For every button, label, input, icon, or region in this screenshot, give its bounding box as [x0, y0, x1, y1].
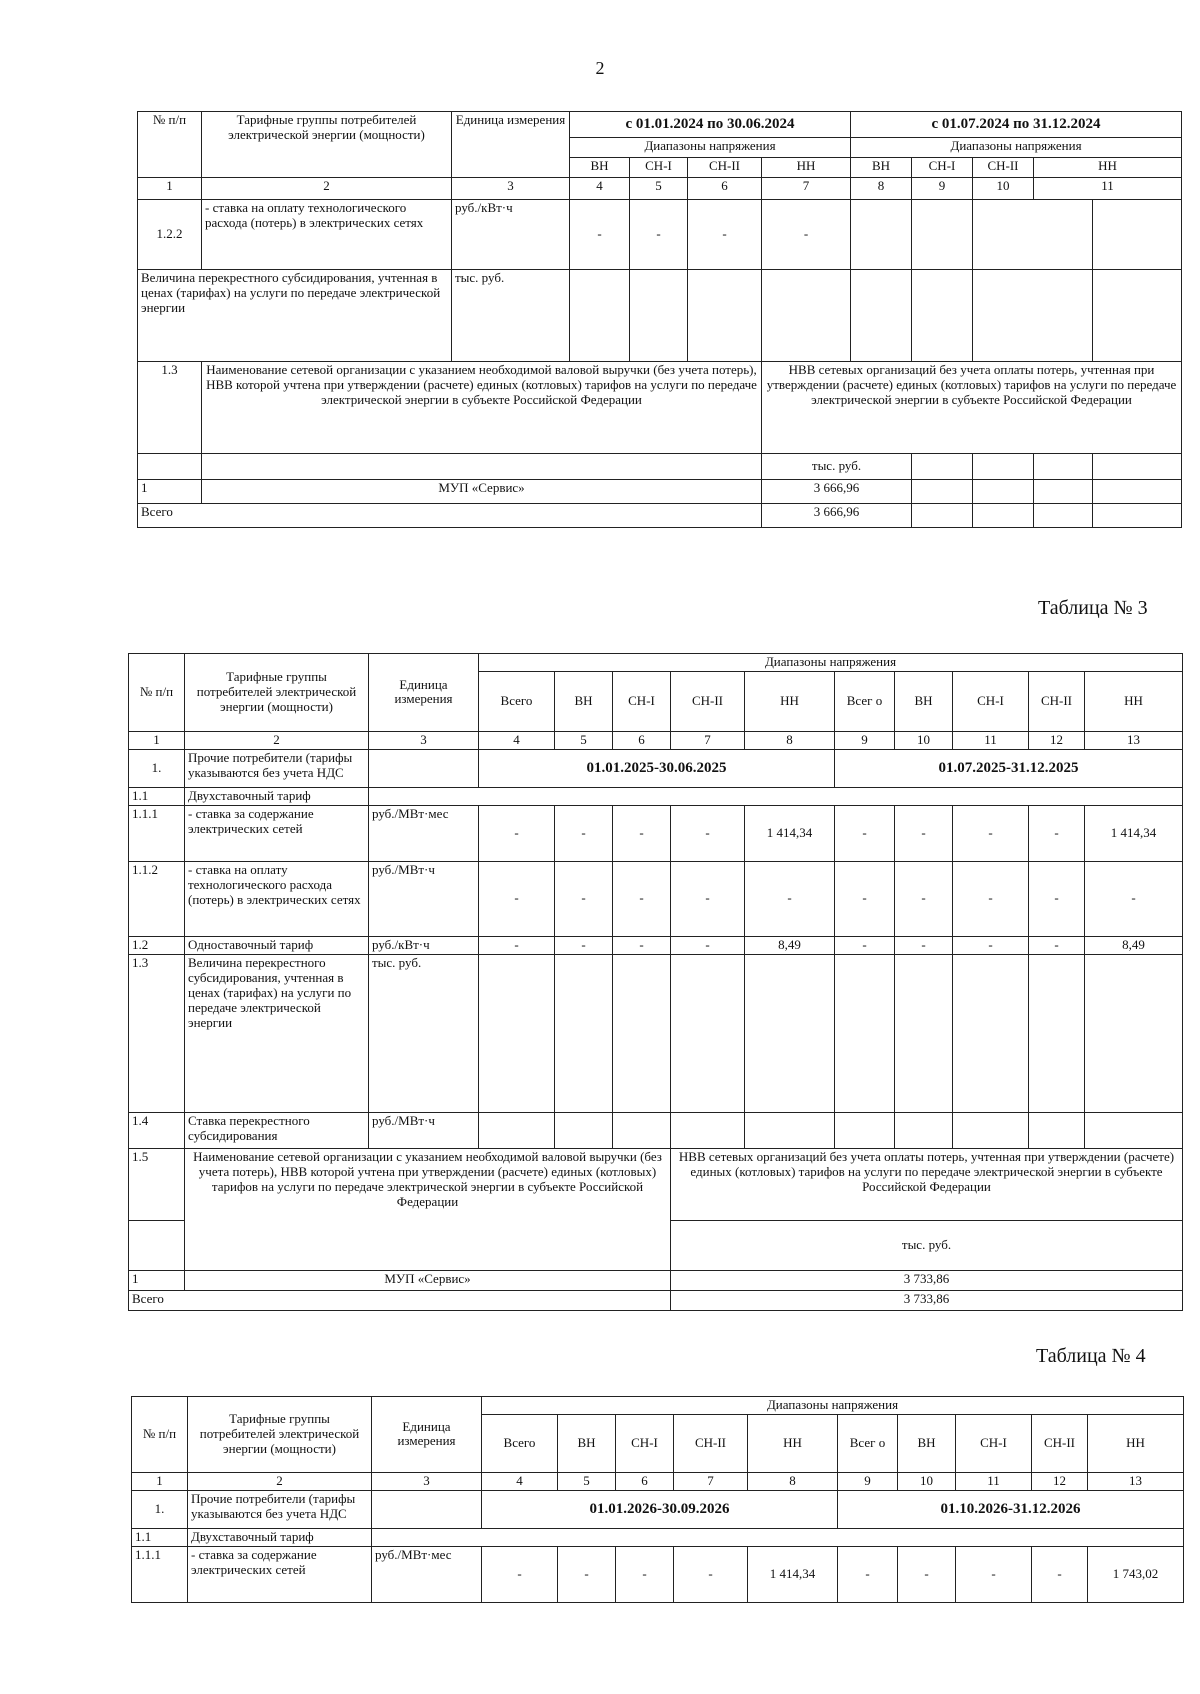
value-cell: - — [613, 936, 671, 954]
index-cell: 3 — [369, 731, 479, 749]
org-value: 3 666,96 — [762, 480, 912, 504]
value-cell: 1 743,02 — [1088, 1546, 1184, 1602]
value-cell — [973, 200, 1093, 270]
index-cell: 8 — [851, 178, 912, 200]
header-unit: Единица измерения — [369, 654, 479, 732]
value-cell: - — [1029, 936, 1085, 954]
row-name: Двухставочный тариф — [188, 1528, 372, 1546]
value-cell: - — [671, 936, 745, 954]
index-cell: 7 — [671, 731, 745, 749]
value-cell: - — [479, 936, 555, 954]
header-unit: Единица измерения — [452, 112, 570, 178]
value-cell: - — [895, 805, 953, 861]
index-cell: 12 — [1029, 731, 1085, 749]
index-cell: 6 — [613, 731, 671, 749]
value-cell: - — [838, 1546, 898, 1602]
org-num: 1 — [129, 1270, 185, 1290]
total-label: Всего — [129, 1290, 671, 1310]
col-header: ВН — [558, 1414, 616, 1472]
org-header-right: НВВ сетевых организаций без учета оплаты потерь, учтенная при утверждении (расчете) единых (котловых) тарифов на услуги по передаче электрической энергии в субъекте Российской Федерации — [762, 362, 1182, 454]
row-num: 1. — [129, 749, 185, 787]
row-name: - ставка на оплату технологического расхода (потерь) в электрических сетях — [202, 200, 452, 270]
value-cell: 8,49 — [745, 936, 835, 954]
org-num: 1 — [138, 480, 202, 504]
index-cell: 10 — [895, 731, 953, 749]
page-number: 2 — [595, 58, 605, 78]
col-header: НН — [745, 671, 835, 731]
row-num: 1.3 — [129, 954, 185, 1112]
row-num: 1.1.1 — [132, 1546, 188, 1602]
org-unit: тыс. руб. — [762, 454, 912, 480]
org-unit: тыс. руб. — [671, 1220, 1183, 1270]
value-cell: - — [558, 1546, 616, 1602]
cross-subsidy-name: Величина перекрестного субсидирования, учтенная в ценах (тарифах) на услуги по передаче электрической энергии — [138, 270, 452, 362]
row-name: Одноставочный тариф — [185, 936, 369, 954]
value-cell: - — [835, 805, 895, 861]
index-cell: 3 — [372, 1472, 482, 1490]
index-cell: 1 — [138, 178, 202, 200]
value-cell: - — [688, 200, 762, 270]
header-period-2: с 01.07.2024 по 31.12.2024 — [851, 112, 1182, 138]
period-1: 01.01.2025-30.06.2025 — [479, 749, 835, 787]
value-cell: - — [835, 936, 895, 954]
value-cell: - — [953, 861, 1029, 936]
row-unit: руб./МВт·ч — [369, 861, 479, 936]
index-cell: 8 — [748, 1472, 838, 1490]
col-header: Всего — [482, 1414, 558, 1472]
tariff-table-2 — [137, 111, 1182, 528]
col-header: Всего — [479, 671, 555, 731]
index-cell: 6 — [616, 1472, 674, 1490]
org-name: МУП «Сервис» — [202, 480, 762, 504]
col-header: СН-II — [674, 1414, 748, 1472]
period-2: 01.10.2026-31.12.2026 — [838, 1490, 1184, 1528]
col-header: НН — [1085, 671, 1183, 731]
row-num: 1. — [132, 1490, 188, 1528]
value-cell: - — [555, 861, 613, 936]
value-cell: - — [479, 861, 555, 936]
row-unit: руб./МВт·мес — [372, 1546, 482, 1602]
col-header: НН — [1034, 158, 1182, 178]
index-cell: 13 — [1085, 731, 1183, 749]
index-cell: 4 — [479, 731, 555, 749]
value-cell: - — [555, 936, 613, 954]
index-cell: 2 — [202, 178, 452, 200]
index-cell: 10 — [973, 178, 1034, 200]
row-num: 1.1.2 — [129, 861, 185, 936]
col-header: Всег о — [835, 671, 895, 731]
value-cell: - — [479, 805, 555, 861]
value-cell: 1 414,34 — [748, 1546, 838, 1602]
value-cell: - — [613, 805, 671, 861]
col-header: СН-II — [671, 671, 745, 731]
index-cell: 3 — [452, 178, 570, 200]
index-cell: 5 — [555, 731, 613, 749]
col-header: ВН — [895, 671, 953, 731]
header-ranges: Диапазоны напряжения — [482, 1397, 1184, 1415]
table-3-title: Таблица № 3 — [1038, 597, 1148, 619]
col-header: НН — [762, 158, 851, 178]
col-header: СН-II — [973, 158, 1034, 178]
value-cell: - — [616, 1546, 674, 1602]
header-groups: Тарифные группы потребителей электрической энергии (мощности) — [202, 112, 452, 178]
col-header: СН-I — [616, 1414, 674, 1472]
col-header: СН-I — [630, 158, 688, 178]
org-header-left: Наименование сетевой организации с указанием необходимой валовой выручки (без учета потерь), НВВ которой учтена при утверждении (расчете) единых (котловых) тарифов на услуги по передаче электрической энергии в субъекте Российской Федерации — [185, 1148, 671, 1270]
value-cell: - — [835, 861, 895, 936]
value-cell: 8,49 — [1085, 936, 1183, 954]
col-header: ВН — [570, 158, 630, 178]
value-cell: - — [555, 805, 613, 861]
value-cell: - — [674, 1546, 748, 1602]
value-cell — [1093, 200, 1182, 270]
org-header-left: Наименование сетевой организации с указанием необходимой валовой выручки (без учета потерь), НВВ которой учтена при утверждении (расчете) единых (котловых) тарифов на услуги по передаче электрической энергии в субъекте Российской Федерации — [202, 362, 762, 454]
col-header: НН — [1088, 1414, 1184, 1472]
value-cell: - — [671, 861, 745, 936]
row-name: - ставка на оплату технологического расхода (потерь) в электрических сетях — [185, 861, 369, 936]
index-cell: 5 — [630, 178, 688, 200]
row-name: Прочие потребители (тарифы указываются без учета НДС — [188, 1490, 372, 1528]
value-cell: - — [956, 1546, 1032, 1602]
index-cell: 6 — [688, 178, 762, 200]
header-unit: Единица измерения — [372, 1397, 482, 1473]
index-cell: 4 — [482, 1472, 558, 1490]
col-header: СН-I — [956, 1414, 1032, 1472]
row-name: - ставка за содержание электрических сетей — [188, 1546, 372, 1602]
org-value: 3 733,86 — [671, 1270, 1183, 1290]
value-cell: - — [1029, 861, 1085, 936]
value-cell: - — [898, 1546, 956, 1602]
index-cell: 10 — [898, 1472, 956, 1490]
value-cell: 1 414,34 — [1085, 805, 1183, 861]
row-unit: руб./кВт·ч — [452, 200, 570, 270]
index-cell: 7 — [762, 178, 851, 200]
index-cell: 4 — [570, 178, 630, 200]
period-1: 01.01.2026-30.09.2026 — [482, 1490, 838, 1528]
index-cell: 1 — [132, 1472, 188, 1490]
col-header: ВН — [898, 1414, 956, 1472]
value-cell: - — [953, 936, 1029, 954]
period-2: 01.07.2025-31.12.2025 — [835, 749, 1183, 787]
org-header-right: НВВ сетевых организаций без учета оплаты потерь, учтенная при утверждении (расчете) единых (котловых) тарифов на услуги по передаче электрической энергии в субъекте Российской Федерации — [671, 1148, 1183, 1220]
index-cell: 13 — [1088, 1472, 1184, 1490]
row-num: 1.5 — [129, 1148, 185, 1220]
value-cell: - — [762, 200, 851, 270]
index-cell: 9 — [912, 178, 973, 200]
row-num: 1.3 — [138, 362, 202, 454]
index-cell: 5 — [558, 1472, 616, 1490]
row-name: Величина перекрестного субсидирования, учтенная в ценах (тарифах) на услуги по передаче электрической энергии — [185, 954, 369, 1112]
value-cell: 1 414,34 — [745, 805, 835, 861]
index-cell: 11 — [1034, 178, 1182, 200]
row-num: 1.1 — [132, 1528, 188, 1546]
header-ranges-2: Диапазоны напряжения — [851, 138, 1182, 158]
header-groups: Тарифные группы потребителей электрической энергии (мощности) — [185, 654, 369, 732]
value-cell: - — [895, 861, 953, 936]
col-header: СН-II — [1029, 671, 1085, 731]
col-header: ВН — [555, 671, 613, 731]
index-cell: 11 — [953, 731, 1029, 749]
row-name: Двухставочный тариф — [185, 787, 369, 805]
value-cell: - — [671, 805, 745, 861]
row-num: 1.1 — [129, 787, 185, 805]
row-num: 1.2 — [129, 936, 185, 954]
index-cell: 9 — [838, 1472, 898, 1490]
row-name: Ставка перекрестного субсидирования — [185, 1112, 369, 1148]
index-cell: 9 — [835, 731, 895, 749]
header-num: № п/п — [132, 1397, 188, 1473]
row-num: 1.4 — [129, 1112, 185, 1148]
tariff-table-3 — [128, 653, 1183, 1311]
col-header: СН-I — [613, 671, 671, 731]
value-cell: - — [895, 936, 953, 954]
row-name: Прочие потребители (тарифы указываются без учета НДС — [185, 749, 369, 787]
col-header: Всег о — [838, 1414, 898, 1472]
value-cell: - — [630, 200, 688, 270]
value-cell — [851, 200, 912, 270]
org-name: МУП «Сервис» — [185, 1270, 671, 1290]
value-cell: - — [1032, 1546, 1088, 1602]
row-unit: тыс. руб. — [452, 270, 570, 362]
header-ranges: Диапазоны напряжения — [479, 654, 1183, 672]
row-num: 1.2.2 — [138, 200, 202, 270]
row-unit: тыс. руб. — [369, 954, 479, 1112]
table-4-title: Таблица № 4 — [1036, 1345, 1146, 1367]
value-cell: - — [953, 805, 1029, 861]
value-cell: - — [613, 861, 671, 936]
value-cell: - — [482, 1546, 558, 1602]
row-unit: руб./МВт·мес — [369, 805, 479, 861]
header-ranges-1: Диапазоны напряжения — [570, 138, 851, 158]
index-cell: 8 — [745, 731, 835, 749]
tariff-table-4 — [131, 1396, 1184, 1603]
index-cell: 12 — [1032, 1472, 1088, 1490]
value-cell — [912, 200, 973, 270]
index-cell: 1 — [129, 731, 185, 749]
index-cell: 2 — [188, 1472, 372, 1490]
total-value: 3 733,86 — [671, 1290, 1183, 1310]
row-name: - ставка за содержание электрических сетей — [185, 805, 369, 861]
total-label: Всего — [138, 504, 762, 528]
header-num: № п/п — [138, 112, 202, 178]
col-header: СН-I — [912, 158, 973, 178]
value-cell: - — [1029, 805, 1085, 861]
header-period-1: с 01.01.2024 по 30.06.2024 — [570, 112, 851, 138]
value-cell: - — [745, 861, 835, 936]
col-header: СН-II — [1032, 1414, 1088, 1472]
header-num: № п/п — [129, 654, 185, 732]
col-header: НН — [748, 1414, 838, 1472]
index-cell: 2 — [185, 731, 369, 749]
col-header: ВН — [851, 158, 912, 178]
row-num: 1.1.1 — [129, 805, 185, 861]
index-cell: 7 — [674, 1472, 748, 1490]
col-header: СН-II — [688, 158, 762, 178]
value-cell: - — [570, 200, 630, 270]
index-cell: 11 — [956, 1472, 1032, 1490]
col-header: СН-I — [953, 671, 1029, 731]
row-unit: руб./МВт·ч — [369, 1112, 479, 1148]
header-groups: Тарифные группы потребителей электрической энергии (мощности) — [188, 1397, 372, 1473]
value-cell: - — [1085, 861, 1183, 936]
total-value: 3 666,96 — [762, 504, 912, 528]
row-unit: руб./кВт·ч — [369, 936, 479, 954]
